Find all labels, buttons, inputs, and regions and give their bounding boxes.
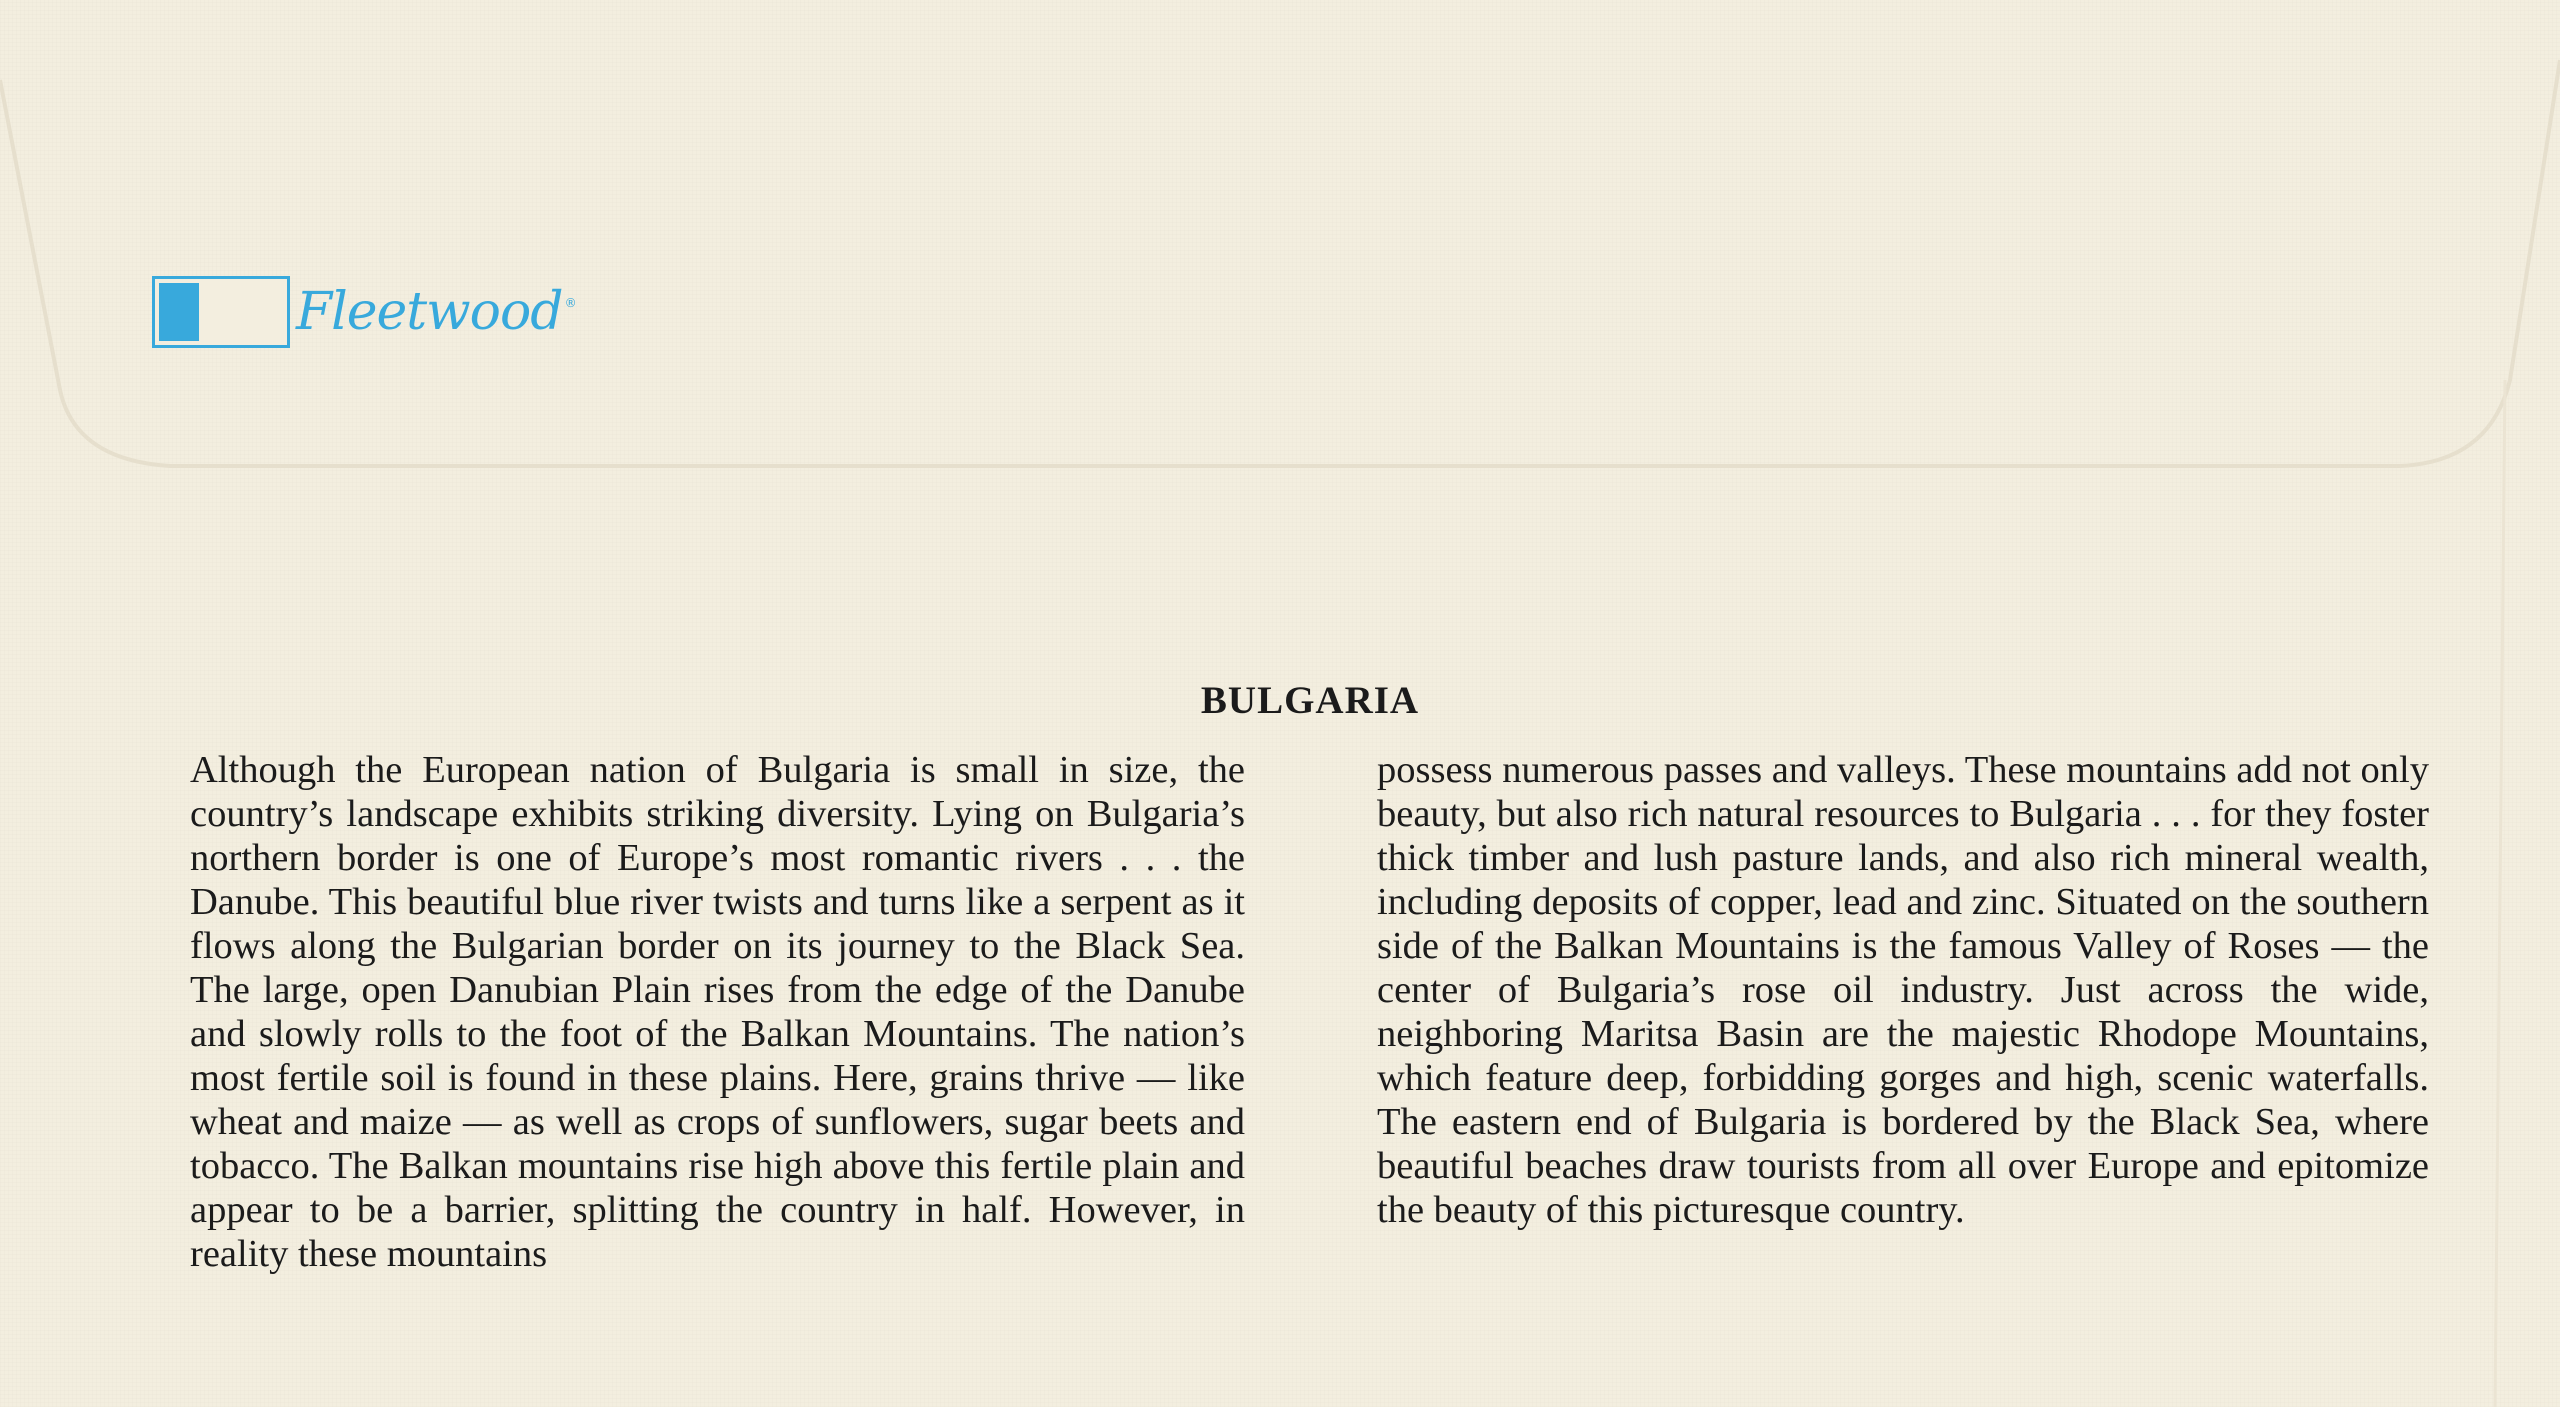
article-column-right: possess numerous passes and valleys. These mountains add not only beauty, but also rich natural resources to Bulgaria . . . for they foster thick timber and lush pasture lands, and also rich mineral wealth, including deposits of copper, lead and zinc. Situated on the southern side of the Balkan Mountains is the famous Valley of Roses — the center of Bulgaria’s rose oil industry. Just across the wide, neighboring Maritsa Basin are the majestic Rhodope Mountains, which feature deep, forbidding gorges and high, scenic waterfalls. The eastern end of Bulgaria is bordered by the Black Sea, where beautiful beaches draw tourists from all over Europe and epitomize the beauty of this picturesque country. [1377,749,2429,1231]
registered-mark: ® [564,296,577,310]
fleetwood-logo [152,276,577,348]
article-column-left: Although the European nation of Bulgaria is small in size, the country’s landscape exhibits striking diversity. Lying on Bulgaria’s northern border is one of Europe’s most romantic rivers . . . the Danube. This beautiful blue river twists and turns like a serpent as it flows along the Bulgarian border on its journey to the Black Sea. The large, open Danubian Plain rises from the edge of the Danube and slowly rolls to the foot of the Balkan Mountains. The nation’s most fertile soil is found in these plains. Here, grains thrive — like wheat and maize — as well as crops of sunflowers, sugar beets and tobacco. The Balkan mountains rise high above this fertile plain and appear to be a barrier, splitting the country in half. However, in reality these mountains [190,749,1245,1275]
logo-box-icon [152,276,290,348]
article-title: BULGARIA [1200,679,1420,722]
logo-wordmark: Fleetwood [296,282,563,342]
